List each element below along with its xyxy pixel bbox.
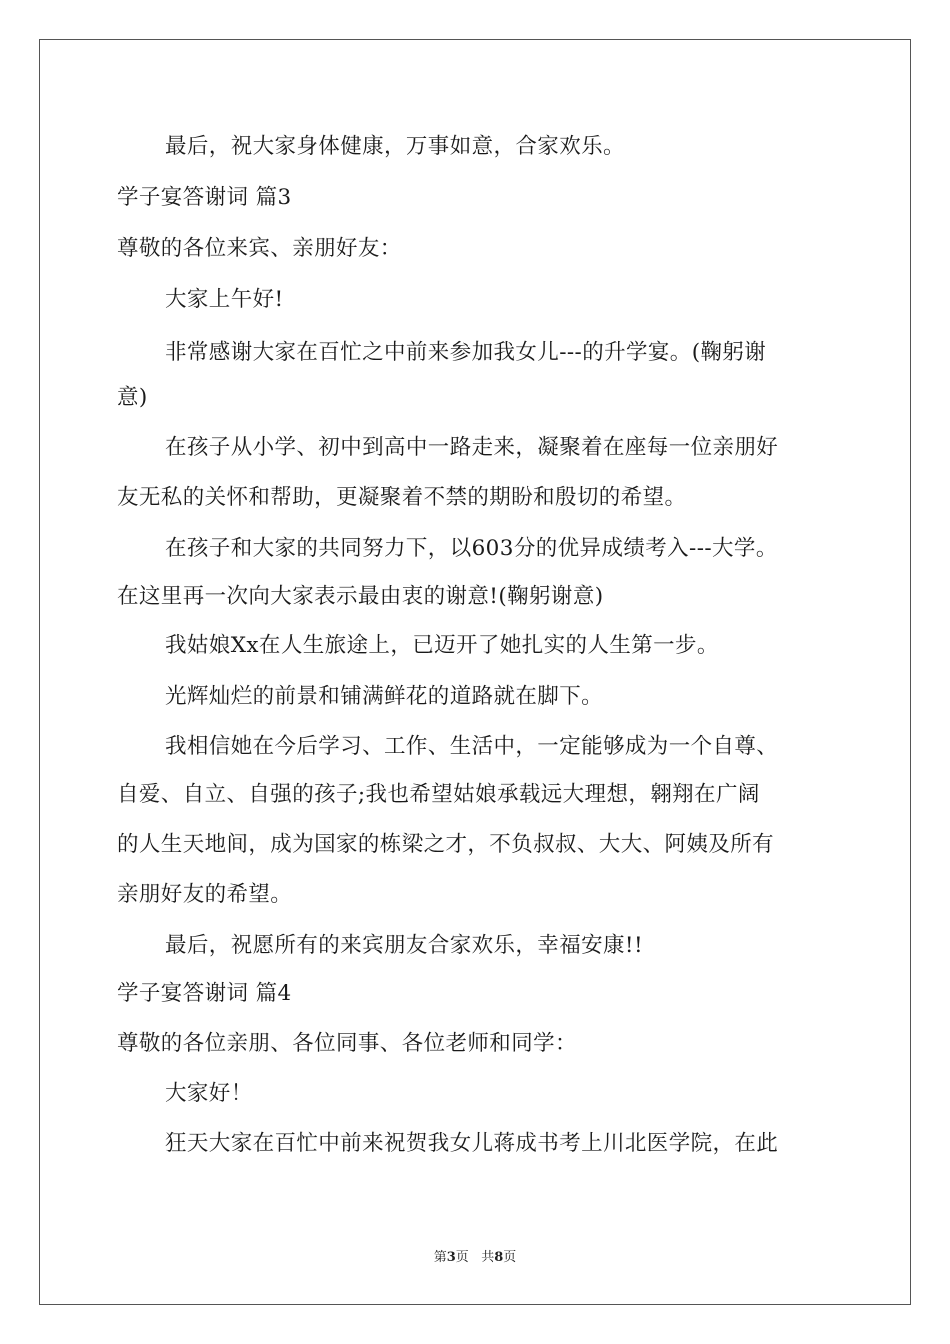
- paragraph-line: 我相信她在今后学习、工作、生活中，一定能够成为一个自尊、: [165, 734, 779, 759]
- section-heading: 学子宴答谢词 篇4: [117, 981, 292, 1006]
- paragraph-line: 的人生天地间，成为国家的栋梁之才，不负叔叔、大大、阿姨及所有: [117, 832, 775, 857]
- paragraph-line: 光辉灿烂的前景和铺满鲜花的道路就在脚下。: [165, 684, 604, 709]
- paragraph-line: 友无私的关怀和帮助，更凝聚着不禁的期盼和殷切的希望。: [117, 485, 687, 510]
- paragraph-line: 在孩子从小学、初中到高中一路走来，凝聚着在座每一位亲朋好: [165, 435, 779, 460]
- footer-total-suffix: 页: [503, 1250, 517, 1265]
- greeting: 大家上午好!: [165, 287, 284, 312]
- salutation: 尊敬的各位亲朋、各位同事、各位老师和同学：: [117, 1031, 577, 1056]
- paragraph-line: 在这里再一次向大家表示最由衷的谢意!(鞠躬谢意): [117, 584, 604, 609]
- footer-total-pages: 8: [494, 1250, 504, 1265]
- paragraph-line: 狂天大家在百忙中前来祝贺我女儿蒋成书考上川北医学院，在此: [165, 1131, 779, 1156]
- paragraph-line: 在孩子和大家的共同努力下，以603分的优异成绩考入---大学。: [165, 536, 778, 561]
- greeting: 大家好！: [165, 1081, 253, 1106]
- paragraph-line: 非常感谢大家在百忙之中前来参加我女儿---的升学宴。(鞠躬谢: [165, 340, 767, 365]
- paragraph-line: 最后，祝大家身体健康，万事如意，合家欢乐。: [165, 134, 625, 159]
- footer-page-prefix: 第: [433, 1250, 447, 1265]
- footer-page-suffix: 页: [455, 1250, 469, 1265]
- footer-total-prefix: 共: [481, 1250, 495, 1265]
- footer-page-number: 3: [446, 1250, 456, 1265]
- paragraph-line: 我姑娘Xx在人生旅途上，已迈开了她扎实的人生第一步。: [165, 633, 719, 658]
- paragraph-line: 亲朋好友的希望。: [117, 882, 293, 907]
- page-footer: [0, 1246, 950, 1265]
- section-heading: 学子宴答谢词 篇3: [117, 185, 292, 210]
- salutation: 尊敬的各位来宾、亲朋好友：: [117, 236, 402, 261]
- paragraph-line: 自爱、自立、自强的孩子;我也希望姑娘承载远大理想，翱翔在广阔: [117, 782, 760, 807]
- paragraph-line: 意): [117, 385, 148, 410]
- paragraph-line: 最后，祝愿所有的来宾朋友合家欢乐，幸福安康!!: [165, 933, 643, 958]
